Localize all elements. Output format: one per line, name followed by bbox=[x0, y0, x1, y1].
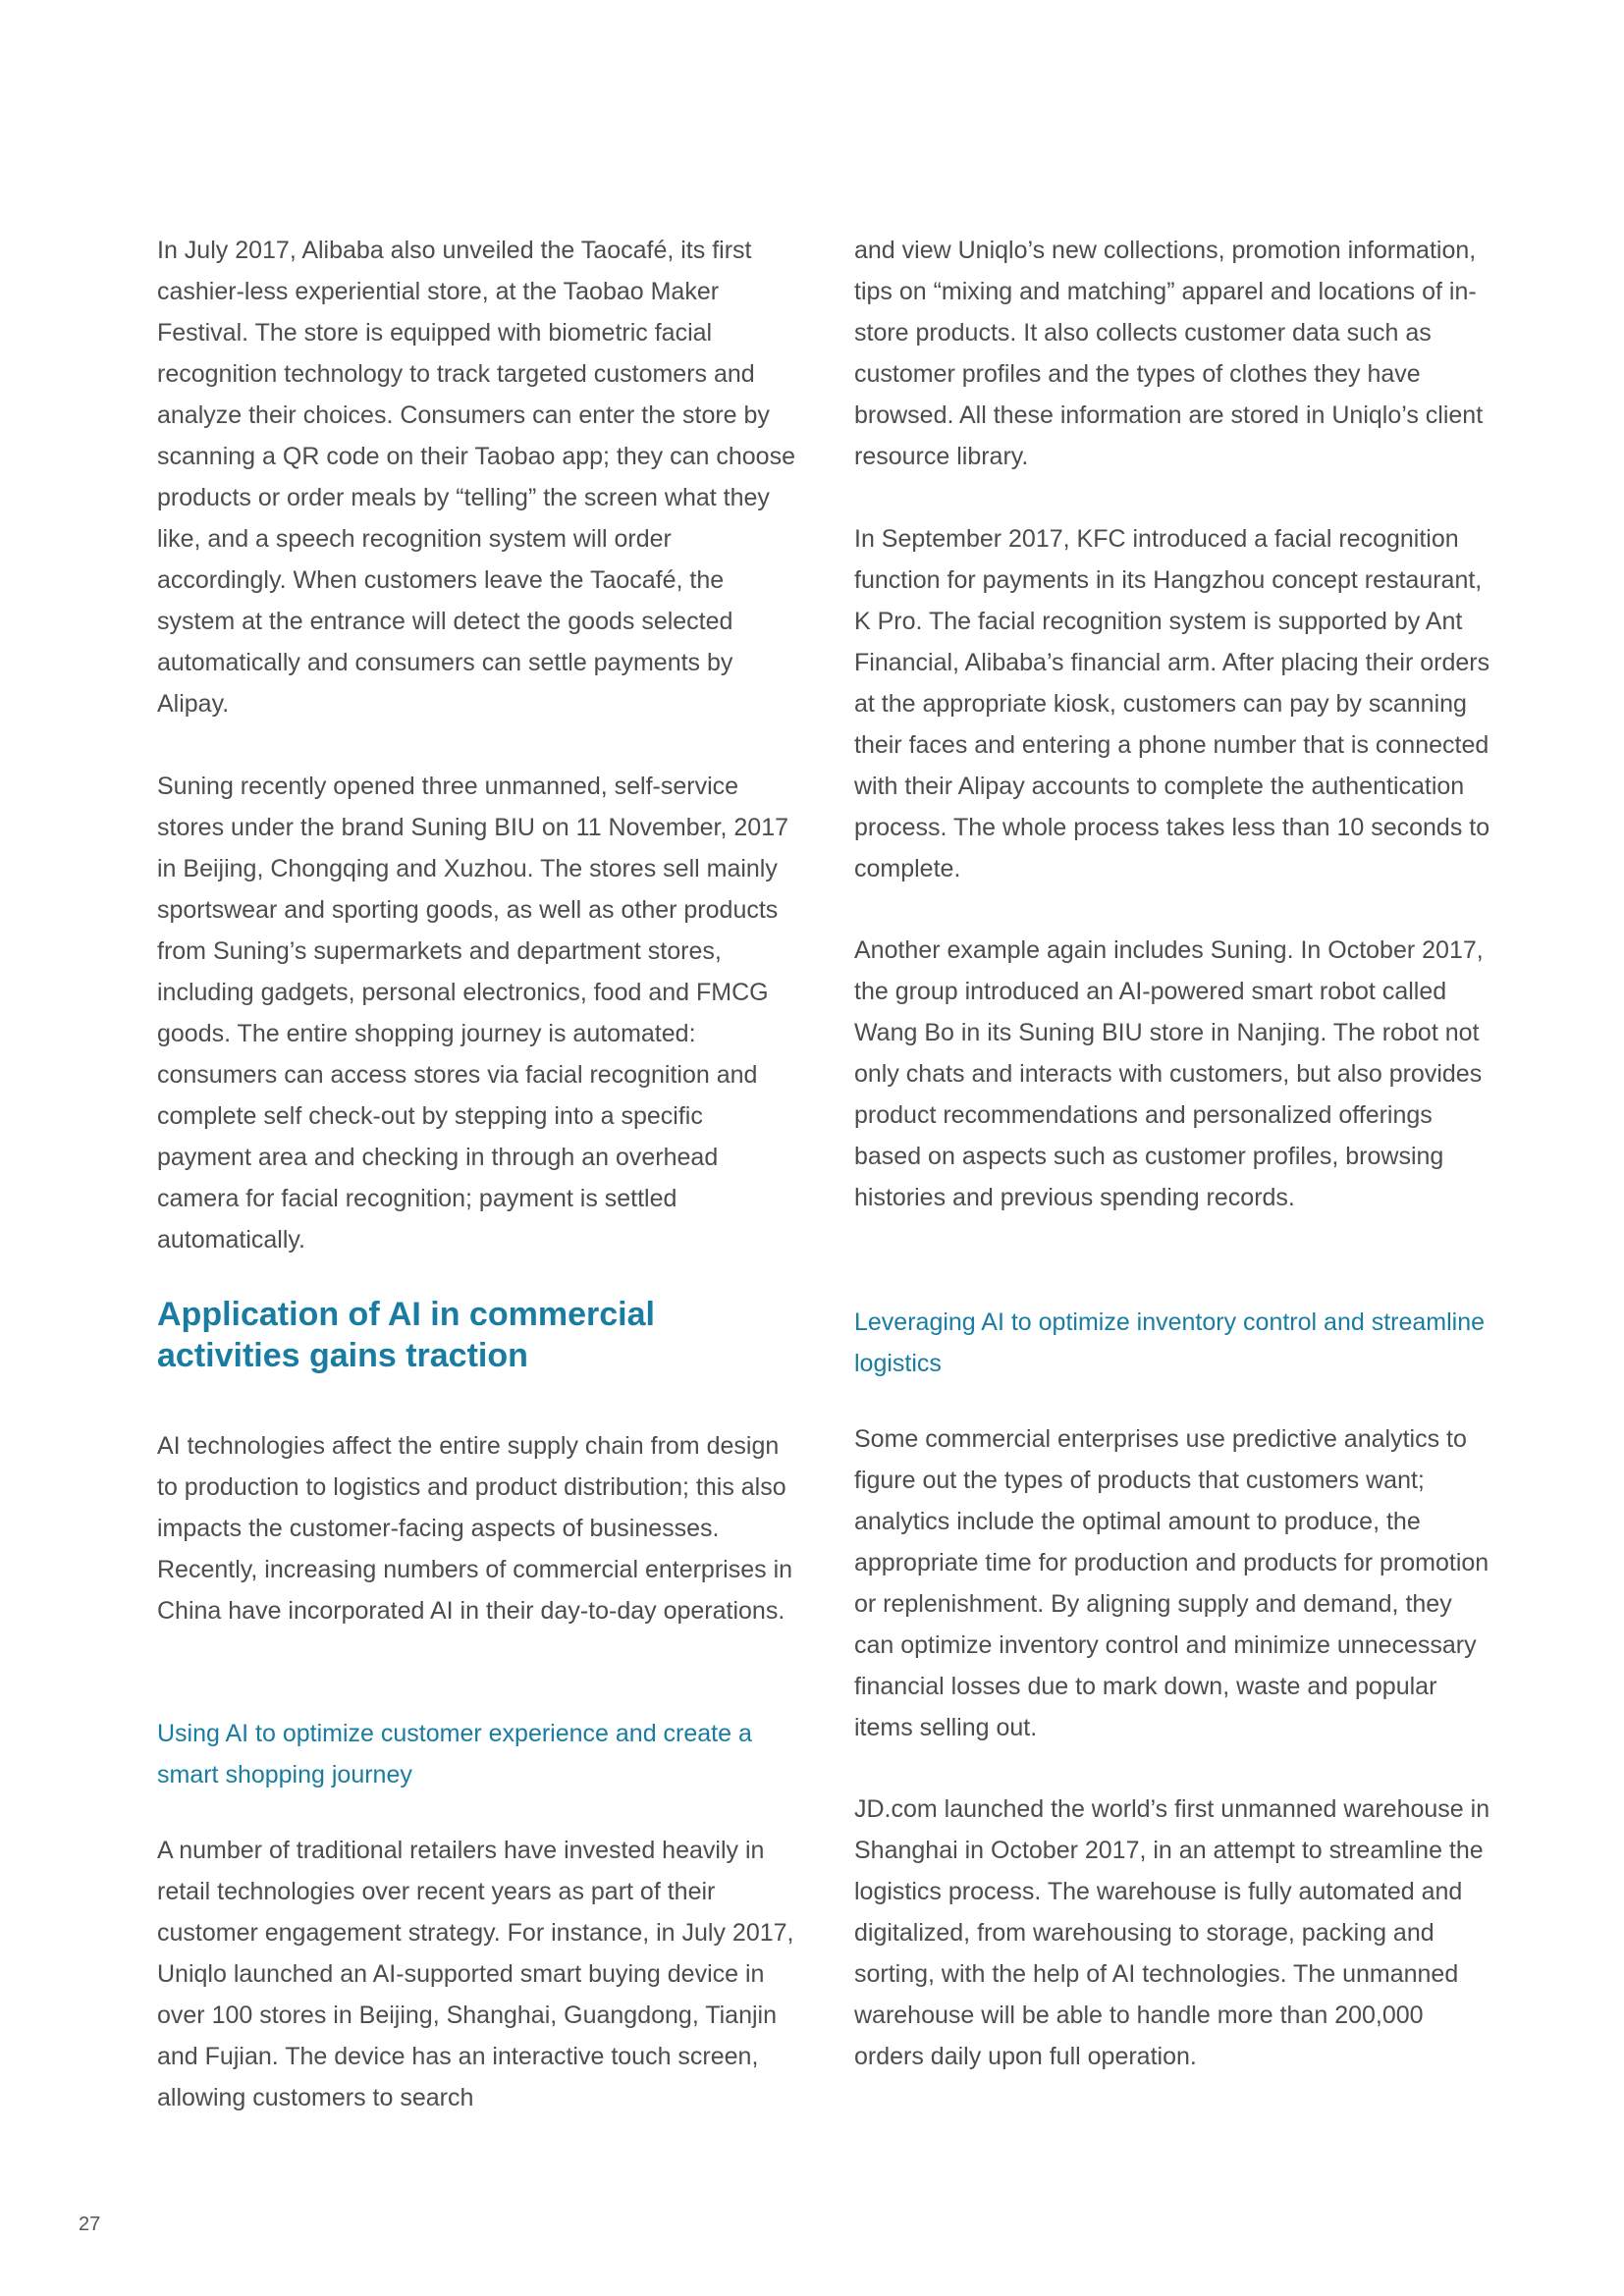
paragraph-suning-biu: Suning recently opened three unmanned, self-service stores under the brand Suning BIU on 11 November, 2017 in Beijing, Chongqing and Xuzhou. The stores sell mainly sportswear and sporting goods, as well as other products from Suning’s supermarkets and department stores, including gadgets, personal electronics, food and FMCG goods. The entire shopping journey is automated: consumers can access stores via facial recognition and complete self check-out by stepping into a specific payment area and checking in through an overhead camera for facial recognition; payment is settled automatically. bbox=[157, 773, 789, 1254]
paragraph-supply-chain: AI technologies affect the entire supply chain from design to production to logistics and product distribution; this also impacts the customer-facing aspects of businesses. Recently, increasing numbers of commercial enterprises in China have incorporated AI in their day-to-day operations. bbox=[157, 1432, 793, 1625]
right-block-2 bbox=[854, 518, 1492, 889]
paragraph-uniqlo: A number of traditional retailers have invested heavily in retail technologies over recent years as part of their customer engagement strategy. For instance, in July 2017, Uniqlo launched an AI-supported smart buying device in over 100 stores in Beijing, Shanghai, Guangdong, Tianjin and Fujian. The device has an interactive touch screen, allowing customers to search bbox=[157, 1837, 794, 2111]
paragraph-wang-bo-robot: Another example again includes Suning. In October 2017, the group introduced an AI-powered smart robot called Wang Bo in its Suning BIU store in Nanjing. The robot not only chats and interacts with customers, but also provides product recommendations and personalized offerings based on aspects such as customer profiles, browsing histories and previous spending records. bbox=[854, 936, 1484, 1211]
left-block-1 bbox=[157, 230, 795, 724]
subheading-inventory: Leveraging AI to optimize inventory control and streamline logistics bbox=[854, 1308, 1486, 1377]
right-block-5 bbox=[854, 1418, 1492, 1748]
paragraph-uniqlo-continued: and view Uniqlo’s new collections, promotion information, tips on “mixing and matching” apparel and locations of in-store products. It also collects customer data such as customer profiles and the types of clothes they have browsed. All these information are stored in Uniqlo’s client resource library. bbox=[854, 237, 1484, 470]
paragraph-kfc: In September 2017, KFC introduced a facial recognition function for payments in its Hangzhou concept restaurant, K Pro. The facial recognition system is supported by Ant Financial, Alibaba’s financial arm. After placing their orders at the appropriate kiosk, customers can pay by scanning their faces and entering a phone number that is connected with their Alipay accounts to complete the authentication process. The whole process takes less than 10 seconds to complete. bbox=[854, 525, 1490, 882]
left-block-3 bbox=[157, 1294, 795, 1376]
paragraph-jd-warehouse: JD.com launched the world’s first unmanned warehouse in Shanghai in October 2017, in an attempt to streamline the logistics process. The warehouse is fully automated and digitalized, from warehousing to storage, packing and sorting, with the help of AI technologies. The unmanned warehouse will be able to handle more than 200,000 orders daily upon full operation. bbox=[854, 1795, 1490, 2070]
right-block-3 bbox=[854, 930, 1492, 1218]
left-block-6 bbox=[157, 1830, 795, 2118]
left-block-2 bbox=[157, 766, 795, 1260]
right-block-6 bbox=[854, 1789, 1492, 2077]
section-heading: Application of AI in commercial activities gains traction bbox=[157, 1296, 655, 1374]
right-block-1 bbox=[854, 230, 1492, 477]
right-block-4 bbox=[854, 1302, 1492, 1384]
paragraph-predictive-analytics: Some commercial enterprises use predictive analytics to figure out the types of products that customers want; analytics include the optimal amount to produce, the appropriate time for production and products for promotion or replenishment. By aligning supply and demand, they can optimize inventory control and minimize unnecessary financial losses due to mark down, waste and popular items selling out. bbox=[854, 1425, 1489, 1741]
page-number: 27 bbox=[79, 2214, 101, 2235]
left-block-4 bbox=[157, 1425, 795, 1631]
paragraph-taocafe: In July 2017, Alibaba also unveiled the Taocafé, its first cashier-less experiential store, at the Taobao Maker Festival. The store is equipped with biometric facial recognition technology to track targeted customers and analyze their choices. Consumers can enter the store by scanning a QR code on their Taobao app; they can choose products or order meals by “telling” the screen what they like, and a speech recognition system will order accordingly. When customers leave the Taocafé, the system at the entrance will detect the goods selected automatically and consumers can settle payments by Alipay. bbox=[157, 237, 795, 718]
left-block-5 bbox=[157, 1713, 795, 1795]
subheading-customer-experience: Using AI to optimize customer experience and create a smart shopping journey bbox=[157, 1720, 752, 1789]
